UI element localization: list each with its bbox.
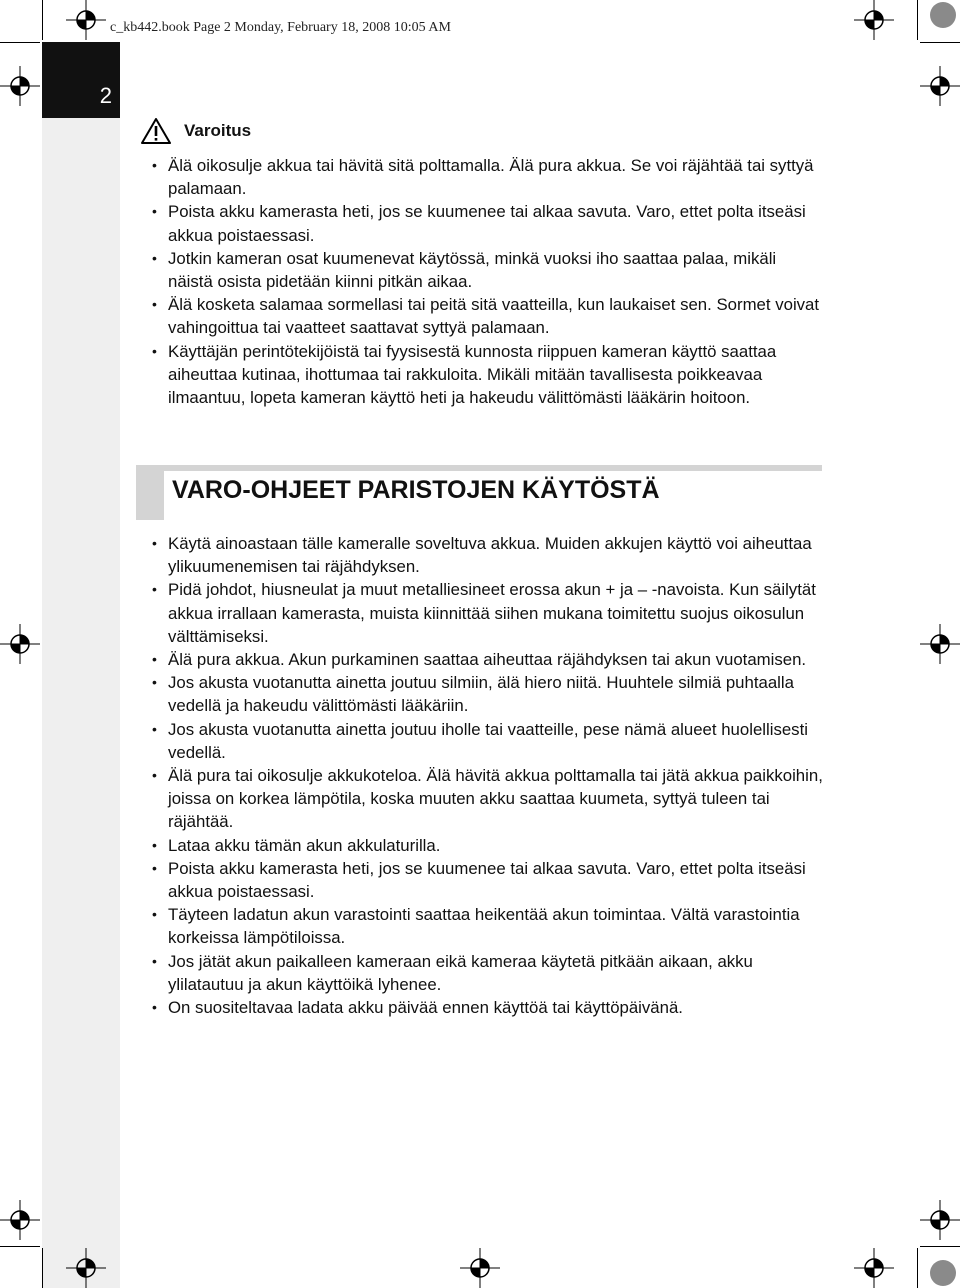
section-tab [136,465,164,520]
list-item: • Pidä johdot, hiusneulat ja muut metalliesineet erossa akun + ja – -navoista. Kun säilytät akkua irrallaan kamerasta, muista kiinnittää siihen mukana toimitettu suojus oikosulun välttämiseksi. [152,578,824,648]
registration-mark-icon [854,0,894,40]
registration-mark-icon [920,624,960,664]
registration-mark-icon [0,1200,40,1240]
registration-mark-icon [66,1248,106,1288]
registration-mark-icon [920,66,960,106]
registration-mark-icon [854,1248,894,1288]
color-bar-icon [930,1260,956,1286]
registration-mark-icon [460,1248,500,1288]
crop-line [0,42,40,43]
page-number: 2 [99,83,112,108]
list-item: • Poista akku kamerasta heti, jos se kuumenee tai alkaa savuta. Varo, ettet polta itseäsi akkua poistaessasi. [152,857,824,903]
list-item: • Jos jätät akun paikalleen kameraan eikä kameraa käytetä pitkään aikaan, akku ylilatautuu ja akun käyttöikä lyhenee. [152,950,824,996]
list-item: • Jos akusta vuotanutta ainetta joutuu silmiin, älä hiero niitä. Huuhtele silmiä puhtaalla vedellä ja hakeudu välittömästi lääkäriin. [152,671,824,717]
crop-line [42,0,43,40]
registration-mark-icon [0,624,40,664]
battery-care-list [152,532,824,1019]
list-item: • Älä pura akkua. Akun purkaminen saattaa aiheuttaa räjähdyksen tai akun vuotamisen. [152,648,824,671]
warning-triangle-icon [140,117,172,145]
list-item: • Poista akku kamerasta heti, jos se kuumenee tai alkaa savuta. Varo, ettet polta itseäsi akkua poistaessasi. [152,200,824,246]
registration-mark-icon [0,66,40,106]
crop-line [920,1246,960,1247]
list-item: • Älä oikosulje akkua tai hävitä sitä polttamalla. Älä pura akkua. Se voi räjähtää tai syttyä palamaan. [152,154,824,200]
warning-title: Varoitus [184,121,252,140]
list-item: • On suositeltavaa ladata akku päivää ennen käyttöä tai käyttöpäivänä. [152,996,824,1019]
warning-list [152,154,824,409]
list-item: • Jos akusta vuotanutta ainetta joutuu iholle tai vaatteille, pese nämä alueet huolellisesti vedellä. [152,718,824,764]
list-item: • Täyteen ladatun akun varastointi saattaa heikentää akun toimintaa. Vältä varastointia korkeissa lämpötiloissa. [152,903,824,949]
section-rule [136,465,822,471]
list-item: • Lataa akku tämän akun akkulaturilla. [152,834,824,857]
list-item: • Jotkin kameran osat kuumenevat käytössä, minkä vuoksi iho saattaa palaa, mikäli näistä osista pidetään kiinni pitkän aikaa. [152,247,824,293]
crop-line [920,42,960,43]
crop-line [917,0,918,40]
color-bar-icon [930,2,956,28]
registration-mark-icon [920,1200,960,1240]
registration-mark-icon [66,0,106,40]
list-item: • Älä kosketa salamaa sormellasi tai peitä sitä vaatteilla, kun laukaiset sen. Sormet voivat vahingoittua tai vaatteet saattavat syttyä palamaan. [152,293,824,339]
page-gutter [42,118,120,1288]
warning-header [140,116,251,146]
crop-line [42,1248,43,1288]
list-item: • Käyttäjän perintötekijöistä tai fyysisestä kunnosta riippuen kameran käyttö saattaa aiheuttaa kutinaa, ihottumaa tai rakkuloita. Mikäli mitään tavallisesta poikkeavaa ilmaantuu, lopeta kameran käyttö heti ja hakeudu välittömästi lääkärin hoitoon. [152,340,824,410]
crop-header-text: c_kb442.book Page 2 Monday, February 18, 2008 10:05 AM [110,20,451,35]
list-item: • Käytä ainoastaan tälle kameralle soveltuva akkua. Muiden akkujen käyttö voi aiheuttaa ylikuumenemisen tai räjähdyksen. [152,532,824,578]
crop-line [917,1248,918,1288]
list-item: • Älä pura tai oikosulje akkukoteloa. Älä hävitä akkua polttamalla tai jätä akkua paikkoihin, joissa on korkea lämpötila, koska muuten akku saattaa kuumeta, syttyä tuleen tai räjähtää. [152,764,824,834]
crop-line [0,1246,40,1247]
section-title: VARO-OHJEET PARISTOJEN KÄYTÖSTÄ [172,476,660,504]
